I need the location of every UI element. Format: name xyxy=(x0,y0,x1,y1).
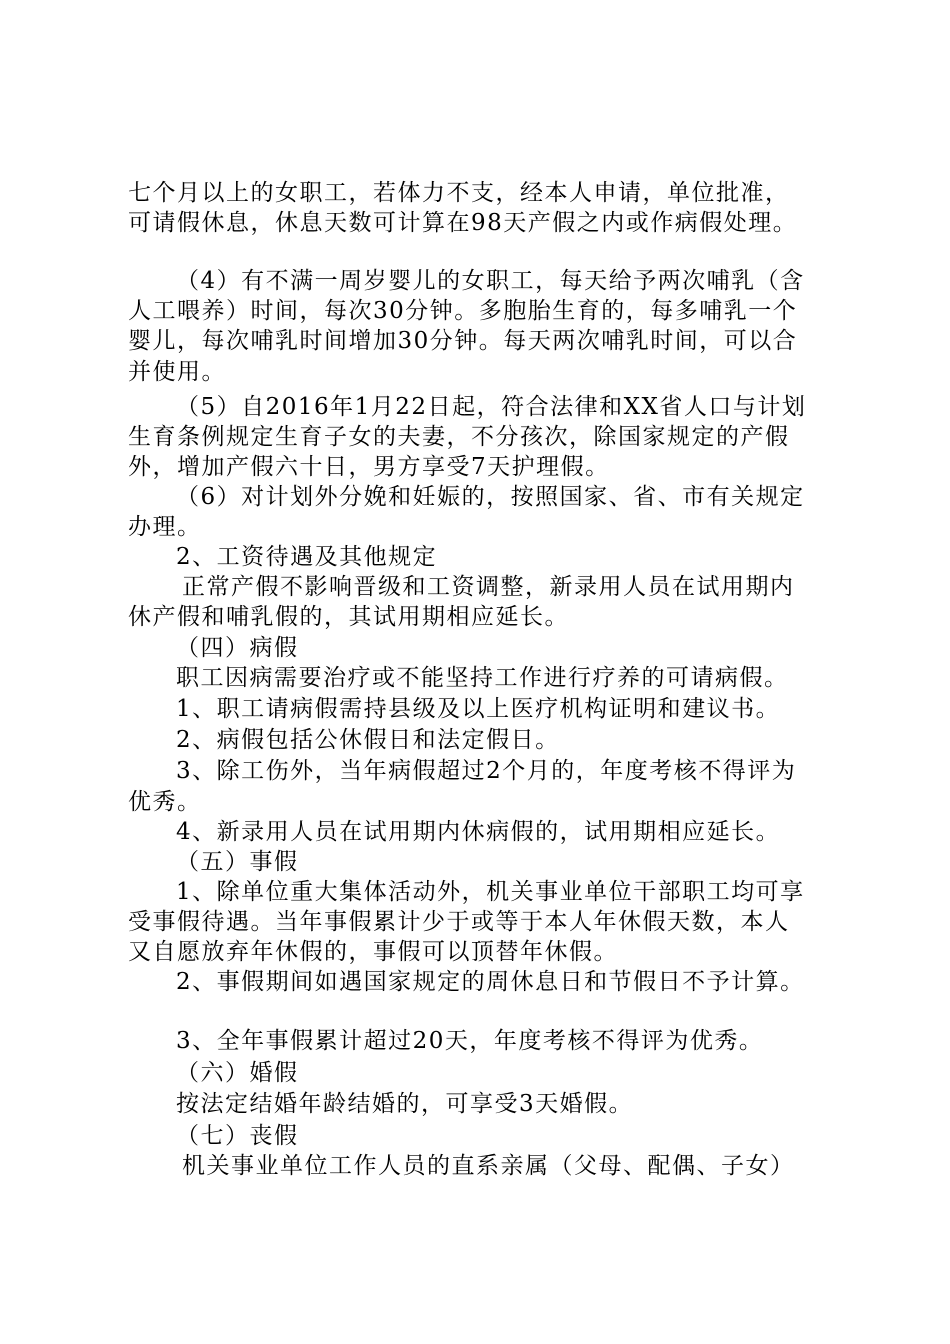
text-line: （6）对计划外分娩和妊娠的，按照国家、省、市有关规定 xyxy=(176,484,805,510)
text-line: 1、除单位重大集体活动外，机关事业单位干部职工均可享 xyxy=(176,879,805,905)
text-line: 1、职工请病假需持县级及以上医疗机构证明和建议书。 xyxy=(176,696,781,722)
text-line: 生育条例规定生育子女的夫妻，不分孩次，除国家规定的产假 xyxy=(128,424,790,450)
text-line: 又自愿放弃年休假的，事假可以顶替年休假。 xyxy=(128,939,618,965)
text-line: 人工喂养）时间，每次30分钟。多胞胎生育的，每多哺乳一个 xyxy=(128,298,798,324)
text-line: 办理。 xyxy=(128,514,202,540)
text-line: （五）事假 xyxy=(176,849,299,875)
text-line: 七个月以上的女职工，若体力不支，经本人申请，单位批准， xyxy=(128,180,790,206)
text-line: 3、除工伤外，当年病假超过2个月的，年度考核不得评为 xyxy=(176,758,797,784)
text-line: （六）婚假 xyxy=(176,1060,299,1086)
text-line: 婴儿，每次哺乳时间增加30分钟。每天两次哺乳时间，可以合 xyxy=(128,328,798,354)
text-line: （七）丧假 xyxy=(176,1123,299,1149)
text-line: 按法定结婚年龄结婚的，可享受3天婚假。 xyxy=(176,1091,634,1117)
text-line: 休产假和哺乳假的，其试用期相应延长。 xyxy=(128,604,569,630)
text-line: 机关事业单位工作人员的直系亲属（父母、配偶、子女） xyxy=(182,1153,795,1179)
text-line: 可请假休息，休息天数可计算在98天产假之内或作病假处理。 xyxy=(128,210,798,236)
text-line: 3、全年事假累计超过20天，年度考核不得评为优秀。 xyxy=(176,1028,764,1054)
text-line: 并使用。 xyxy=(128,359,226,385)
text-line: （5）自2016年1月22日起，符合法律和XX省人口与计划 xyxy=(176,394,807,420)
text-line: 职工因病需要治疗或不能坚持工作进行疗养的可请病假。 xyxy=(176,665,789,691)
text-line: 4、新录用人员在试用期内休病假的，试用期相应延长。 xyxy=(176,819,781,845)
text-line: 2、病假包括公休假日和法定假日。 xyxy=(176,727,560,753)
text-line: 2、工资待遇及其他规定 xyxy=(176,544,438,570)
text-line: （四）病假 xyxy=(176,635,299,661)
text-line: 外，增加产假六十日，男方享受7天护理假。 xyxy=(128,454,610,480)
text-line: 受事假待遇。当年事假累计少于或等于本人年休假天数，本人 xyxy=(128,909,790,935)
text-line: 优秀。 xyxy=(128,789,202,815)
text-line: 正常产假不影响晋级和工资调整，新录用人员在试用期内 xyxy=(182,574,795,600)
text-line: 2、事假期间如遇国家规定的周休息日和节假日不予计算。 xyxy=(176,969,805,995)
text-line: （4）有不满一周岁婴儿的女职工，每天给予两次哺乳（含 xyxy=(176,268,805,294)
